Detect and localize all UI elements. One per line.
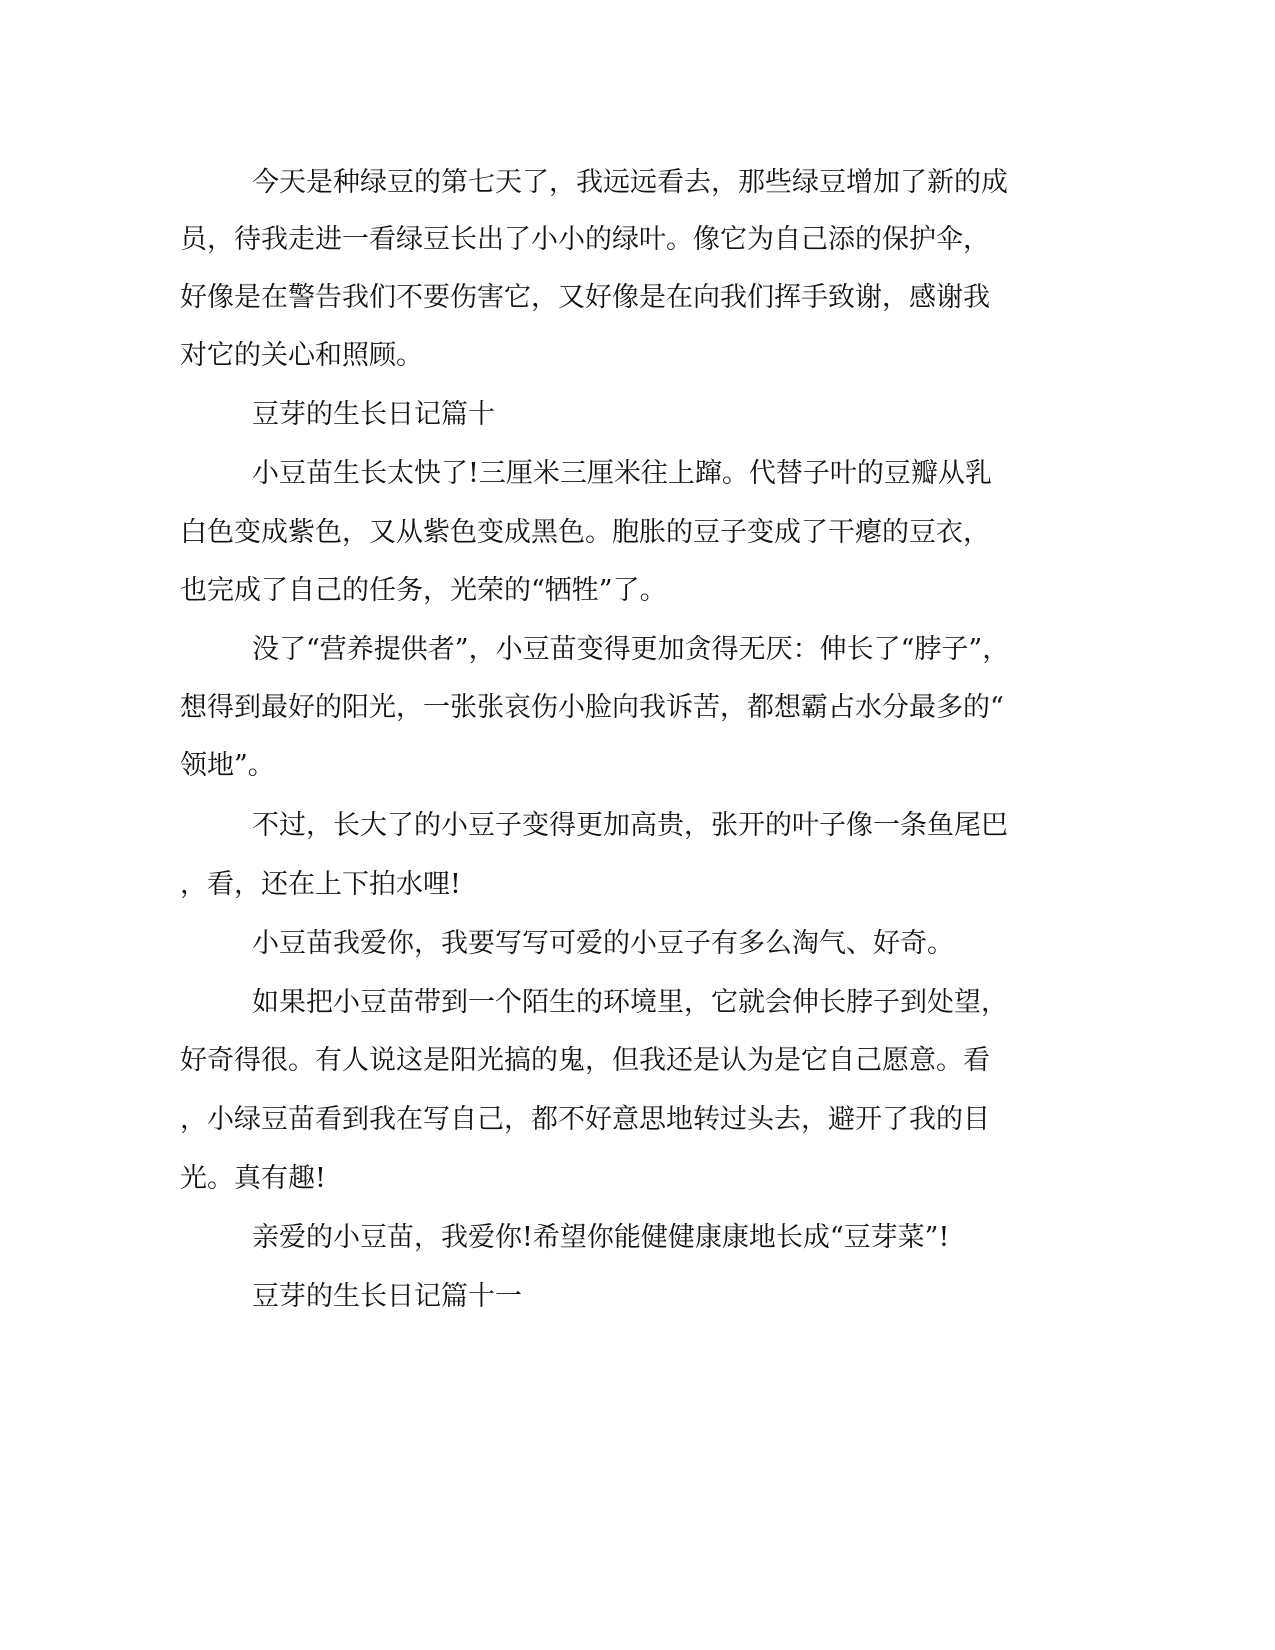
text-line: 好像是在警告我们不要伤害它，又好像是在向我们挥手致谢，感谢我 [180,282,990,313]
text-line: 也完成了自己的任务，光荣的“牺牲”了。 [180,575,667,606]
text-line: 员，待我走进一看绿豆长出了小小的绿叶。像它为自己添的保护伞， [180,224,990,255]
text-line: 亲爱的小豆苗，我爱你!希望你能健健康康地长成“豆芽菜”! [252,1222,950,1253]
section-heading: 豆芽的生长日记篇十一 [252,1281,522,1312]
text-line: 好奇得很。有人说这是阳光搞的鬼，但我还是认为是它自己愿意。看 [180,1045,990,1076]
text-line: 白色变成紫色，又从紫色变成黑色。胞胀的豆子变成了干瘪的豆衣， [180,517,990,548]
text-line: 如果把小豆苗带到一个陌生的环境里，它就会伸长脖子到处望， [252,987,1008,1018]
text-line: 不过，长大了的小豆子变得更加高贵，张开的叶子像一条鱼尾巴 [252,810,1008,841]
text-line: ，看，还在上下拍水哩! [180,869,461,900]
text-line: 想得到最好的阳光，一张张哀伤小脸向我诉苦，都想霸占水分最多的“ [180,692,1004,723]
text-line: 小豆苗生长太快了!三厘米三厘米往上蹿。代替子叶的豆瓣从乳 [252,458,992,489]
text-line: 小豆苗我爱你，我要写写可爱的小豆子有多么淘气、好奇。 [252,928,954,959]
section-heading: 豆芽的生长日记篇十 [252,399,495,430]
text-line: 没了“营养提供者”，小豆苗变得更加贪得无厌：伸长了“脖子”， [252,634,1010,665]
text-line: 对它的关心和照顾。 [180,340,423,371]
text-line: 领地”。 [180,750,275,781]
text-line: ，小绿豆苗看到我在写自己，都不好意思地转过头去，避开了我的目 [180,1104,990,1135]
text-line: 今天是种绿豆的第七天了，我远远看去，那些绿豆增加了新的成 [252,167,1008,198]
text-line: 光。真有趣! [180,1163,326,1194]
